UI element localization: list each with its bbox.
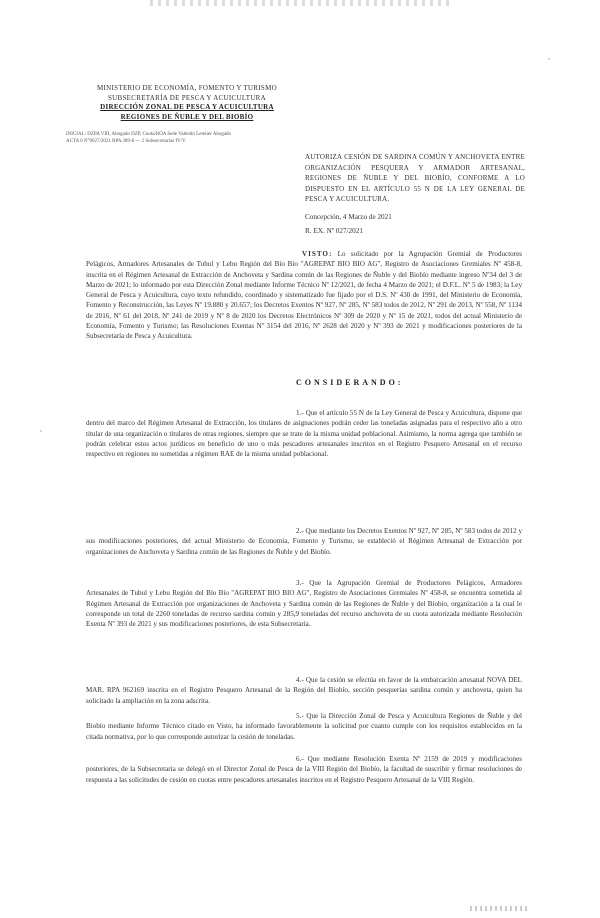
resolution-number: R. EX. Nº 027/2021 (305, 227, 363, 235)
scan-speck (548, 58, 550, 60)
considerando-paragraph-3: 3.- Que la Agrupación Gremial de Productores Pelágicos, Armadores Artesanales de Tubul y Lebu Región del Bío Bío "AGREPAT BIO BIO AG", Registro de Asociaciones Gremiales Nº 458-8, se encuentra sometida al Régimen Artesanal de Extracción por organizaciones de Anchoveta y Sardina común de las Regiones de Ñuble y del Biobío, organización a la cual le corresponde un total de 2260 toneladas de recurso sardina común y 285,9 toneladas del recurso anchoveta de su cuota autorizada mediante Resolución Exenta Nº 393 de 2021 y sus modificaciones posteriores, de esta Subsecretaría. (86, 579, 522, 629)
date-line: Concepción, 4 Marzo de 2021 (305, 213, 392, 221)
scan-artifact (150, 0, 450, 6)
visto-lead: VISTO: (302, 250, 333, 258)
initials-line-1: INICIAL: DZPA VIII, Abogado DZP, Cuota/ROA Sede Valentín Letelier Abogado (66, 132, 232, 137)
initials-line-2: ACTA 0 N°0027/2021 RPA 389-8 — 2 Subsecretarías IV/V (66, 138, 186, 144)
considerando-paragraph-6: 6.- Que mediante Resolución Exenta Nº 2159 de 2019 y modificaciones posteriores, de la Subsecretaría se delegó en el Director Zonal de Pesca de la VIII Región del Biobío, la facultad de suscribir y firmar resoluciones de respuesta a las solicitudes de cesión en cuotas entre pescadores artesanales inscritos en el Registro Pesquero Artesanal de la VIII Región. (86, 755, 522, 784)
considerando-heading: CONSIDERANDO: (296, 378, 404, 387)
visto-text: Lo solicitado por la Agrupación Gremial de Productores Pelágicos, Armadores Artesanales de Tubul y Lebu Región del Bío Bío "AGREPAT BIO BIO AG", Registro de Asociaciones Gremiales Nº 458-8, inscrita en el Régimen Artesanal de Extracción de Anchoveta y Sardina común de las Regiones de Ñuble y del Biobío mediante ingreso Nº34 del 3 de Marzo de 2021; lo informado por esta Dirección Zonal mediante Informe Técnico Nº 12/2021, de fecha 4 Marzo de 2021; el D.F.L. Nº 5 de 1983; la Ley General de Pesca y Acuicultura, cuyo texto refundido, coordinado y sistematizado fue fijado por el D.S. Nº 430 de 1991, del Ministerio de Economía, Fomento y Reconstrucción, las Leyes Nº 19.880 y 20.657; los Decretos Exentos Nº 927, Nº 285, Nº 583 todos de 2012, Nº 291 de 2013, Nº 558, Nº 1134 de 2016, Nº 61 del 2018, Nº 241 de 2019 y Nº 8 de 2020 los Decretos Electrónicos Nº 309 de 2020 y Nº 15 de 2021, todos del actual Ministerio de Economía, Fomento y Turismo; las Resoluciones Exentas Nº 3154 del 2016, Nº 2628 del 2020 y Nº 393 de 2021 y modificaciones posteriores de la Subsecretaría de Pesca y Acuicultura. (86, 250, 522, 341)
scan-artifact-bottom (470, 906, 530, 911)
subsecretary-line: SUBSECRETARÍA DE PESCA Y ACUICULTURA (107, 93, 267, 102)
letterhead (62, 84, 312, 122)
scan-speck (40, 430, 42, 432)
subject-matter: AUTORIZA CESIÓN DE SARDINA COMÚN Y ANCHOVETA ENTRE ORGANIZACIÓN PESQUERA Y ARMADOR ARTESANAL, REGIONES DE ÑUBLE Y DEL BIOBÍO, CONFORME A LO DISPUESTO EN EL ARTÍCULO 55 N DE LA LEY GENERAL DE PESCA Y ACUICULTURA. (305, 153, 525, 203)
visto-paragraph (86, 249, 522, 342)
considerando-paragraph-2: 2.- Que mediante los Decretos Exentos Nº 927, Nº 285, Nº 583 todos de 2012 y sus modificaciones posteriores, del actual Ministerio de Economía, Fomento y Turismo, se estableció el Régimen Artesanal de Extracción por organizaciones de Anchoveta y Sardina común de las Regiones de Ñuble y del Biobío. (86, 527, 522, 556)
ministry-line: MINISTERIO DE ECONOMÍA, FOMENTO Y TURISMO (97, 84, 277, 92)
initials-block (66, 132, 296, 145)
considerando-paragraph-1: 1.- Que el artículo 55 N de la Ley General de Pesca y Acuicultura, dispone que dentro del marco del Régimen Artesanal de Extracción, los titulares de asignaciones podrán ceder las toneladas asignadas para el respectivo año a otro titular de una organización o titulares de otras regiones, siempre que se trate de la misma unidad poblacional. Asimismo, la norma agrega que también se podrán celebrar estos actos jurídicos en beneficio de uno o más pescadores artesanales inscritos en el Registro Pesquero Artesanal en el recurso respectivo en regiones no sometidas a régimen RAE de la misma unidad poblacional. (86, 409, 522, 459)
considerando-paragraph-5: 5.- Que la Dirección Zonal de Pesca y Acuicultura Regiones de Ñuble y del Biobío mediante Informe Técnico citado en Visto, ha informado favorablemente la solicitud por cuanto cumple con los requisitos establecidos en la citada normativa, por lo que corresponde autorizar la cesión de toneladas. (86, 712, 522, 741)
zonal-direction-line: DIRECCIÓN ZONAL DE PESCA Y ACUICULTURA (100, 103, 274, 111)
regions-line: REGIONES DE ÑUBLE Y DEL BIOBÍO (120, 112, 254, 121)
considerando-paragraph-4: 4.- Que la cesión se efectúa en favor de la embarcación artesanal NOVA DEL MAR, RPA 962169 inscrita en el Registro Pesquero Artesanal de la Región del Biobío, sección pesquerías sardina común y anchoveta, quien ha solicitado la ampliación en la zona adscrita. (86, 676, 522, 705)
